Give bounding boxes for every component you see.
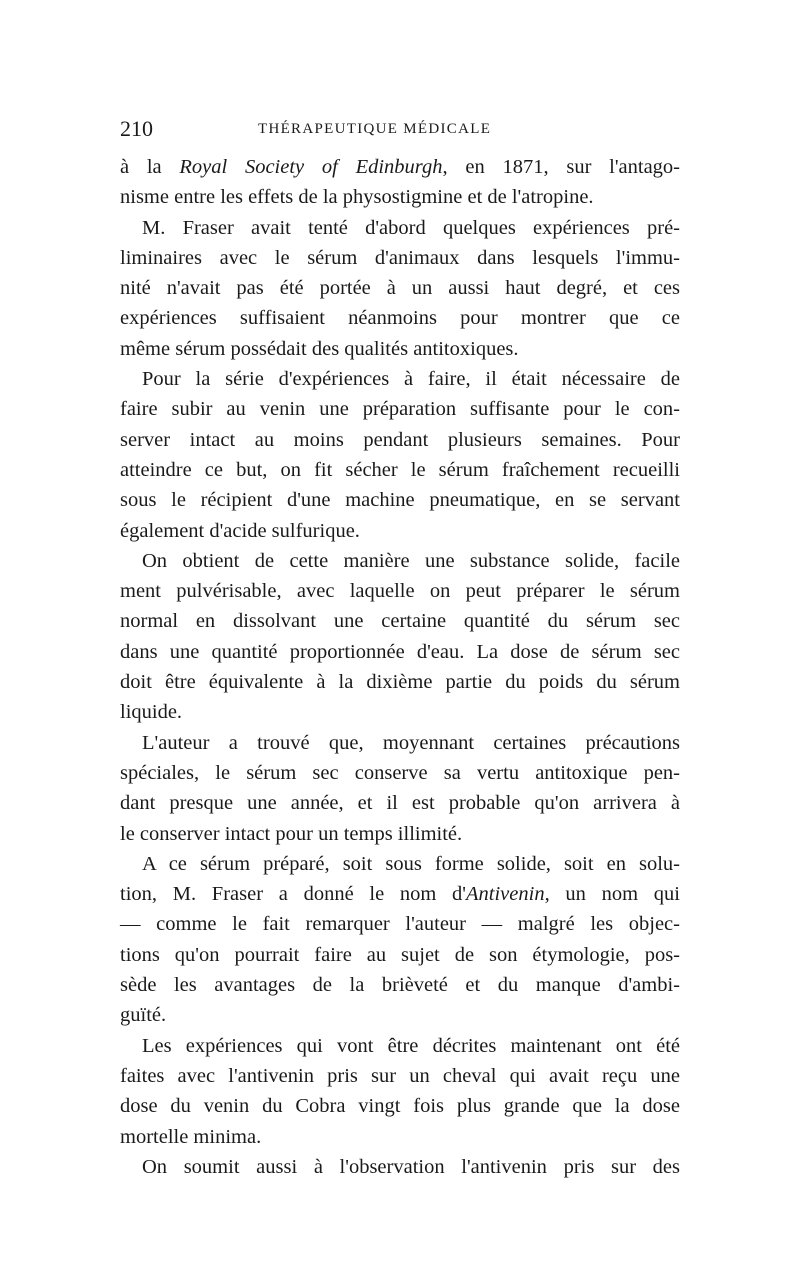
text-line: tions qu'on pourrait faire au sujet de son étymologie, pos- [120,943,680,966]
text-line: server intact au moins pendant plusieurs semaines. Pour [120,428,680,451]
text-line: Les expériences qui vont être décrites maintenant ont été [142,1034,680,1057]
text-line: On obtient de cette manière une substance solide, facile [142,549,680,572]
text-line: dose du venin du Cobra vingt fois plus grande que la dose [120,1095,680,1118]
text-line: faire subir au venin une préparation suffisante pour le con- [120,398,680,421]
text-line: guïté. [120,1004,167,1027]
text-line: le conserver intact pour un temps illimité. [120,822,463,845]
text-line: également d'acide sulfurique. [120,519,360,542]
text-line: liquide. [120,701,183,724]
page-header [120,116,680,146]
text-line: nité n'avait pas été portée à un aussi haut degré, et ces [120,277,680,300]
text-line: dans une quantité proportionnée d'eau. La dose de sérum sec [120,640,680,663]
text-line: spéciales, le sérum sec conserve sa vertu antitoxique pen- [120,761,680,784]
text-line: tion, M. Fraser a donné le nom d'Antivenin, un nom qui [120,883,680,906]
page-number: 210 [120,116,153,141]
text-line: atteindre ce but, on fit sécher le sérum fraîchement recueilli [120,458,680,481]
text-line: doit être équivalente à la dixième partie du poids du sérum [120,671,680,694]
text-line: même sérum possédait des qualités antitoxiques. [120,337,519,360]
text-line: mortelle minima. [120,1125,262,1148]
text-line: expériences suffisaient néanmoins pour montrer que ce [120,307,680,330]
text-line: sède les avantages de la brièveté et du manque d'ambi- [120,974,680,997]
text-line: On soumit aussi à l'observation l'antivenin pris sur des [142,1155,680,1178]
text-line: L'auteur a trouvé que, moyennant certaines précautions [142,731,680,754]
text-line: faites avec l'antivenin pris sur un cheval qui avait reçu une [120,1064,680,1087]
running-title: THÉRAPEUTIQUE MÉDICALE [258,121,492,137]
text-line: — comme le fait remarquer l'auteur — malgré les objec- [120,913,680,936]
text-line: dant presque une année, et il est probable qu'on arrivera à [120,792,680,815]
text-line: nisme entre les effets de la physostigmine et de l'atropine. [120,186,594,209]
text-line: sous le récipient d'une machine pneumatique, en se servant [120,489,680,512]
text-line: à la Royal Society of Edinburgh, en 1871, sur l'antago- [120,156,681,178]
text-line: A ce sérum préparé, soit sous forme solide, soit en solu- [142,852,680,875]
text-line: ment pulvérisable, avec laquelle on peut préparer le sérum [120,580,680,603]
text-line: normal en dissolvant une certaine quantité du sérum sec [120,610,680,633]
body-text [120,152,680,1182]
text-line: M. Fraser avait tenté d'abord quelques expériences pré- [142,216,680,239]
text-line: liminaires avec le sérum d'animaux dans lesquels l'immu- [120,246,680,269]
text-line: Pour la série d'expériences à faire, il était nécessaire de [142,368,680,391]
